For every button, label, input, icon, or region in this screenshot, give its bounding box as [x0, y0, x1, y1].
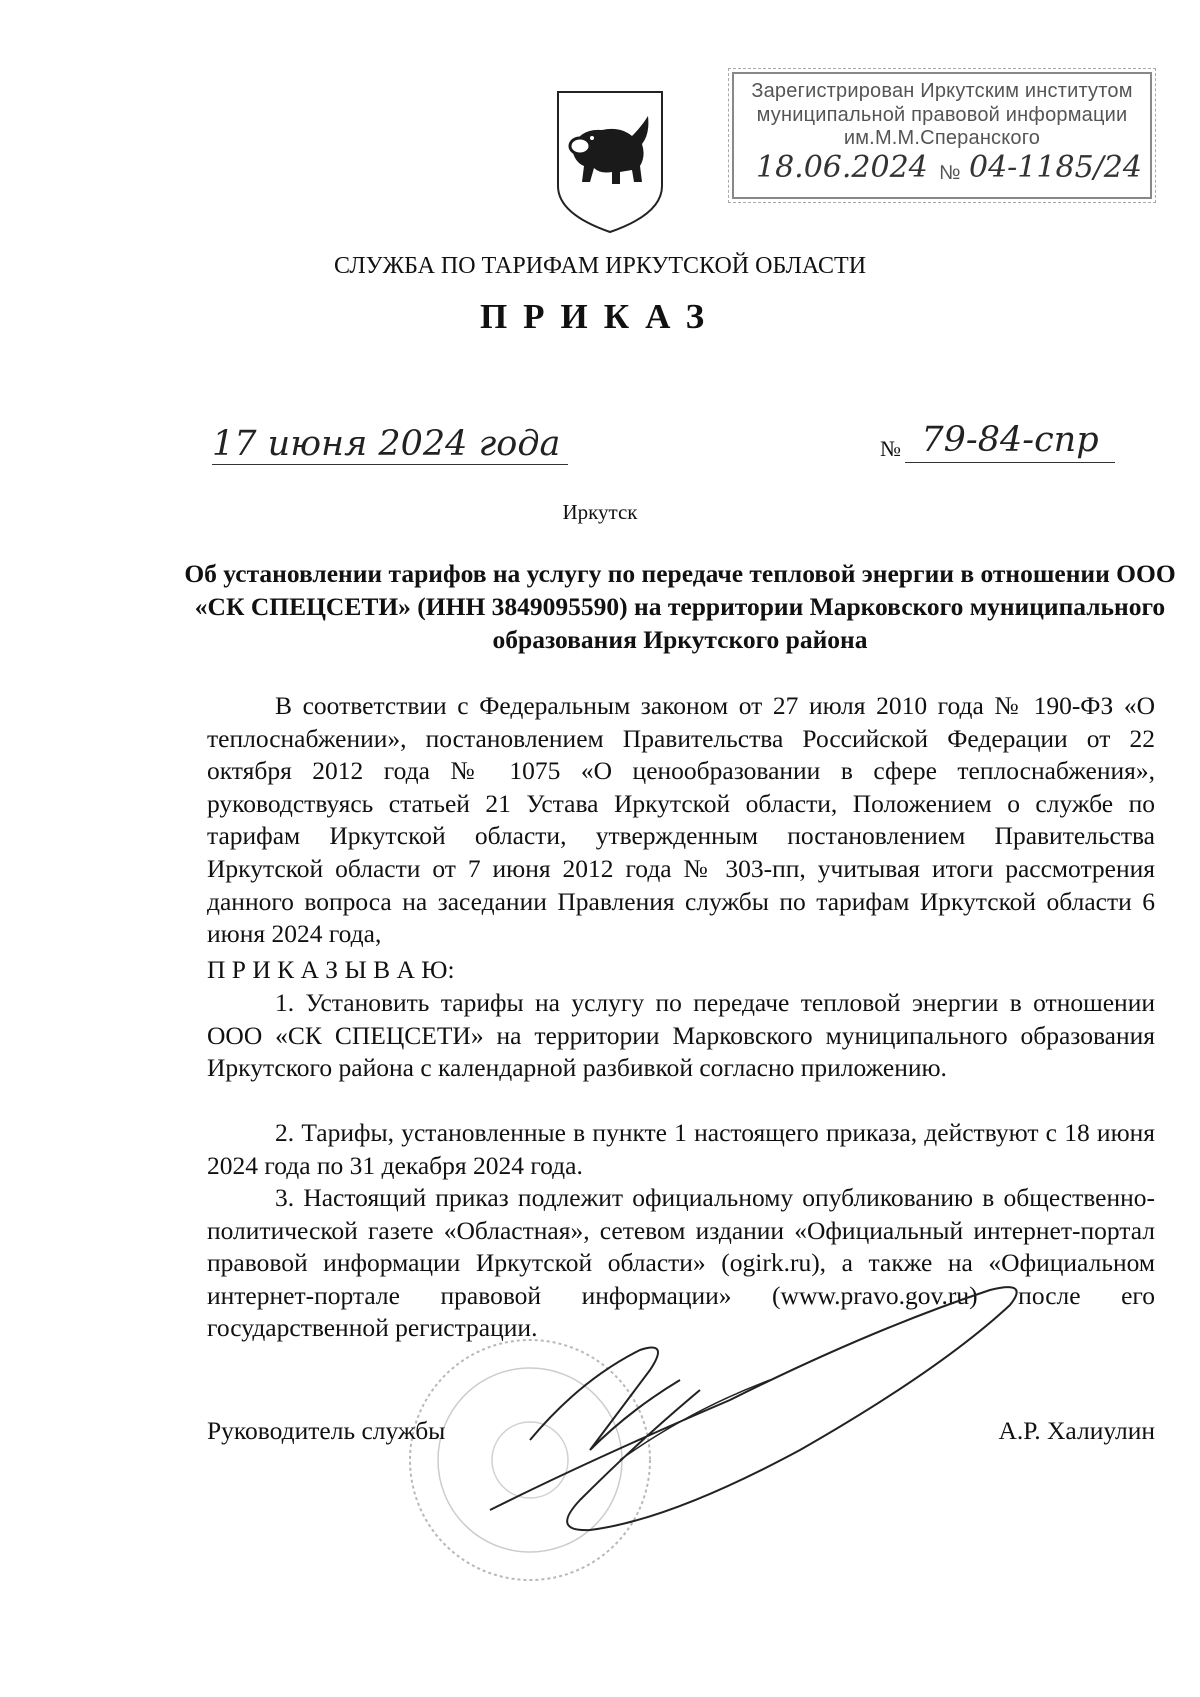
city-name: Иркутск: [562, 500, 638, 524]
registration-stamp: [732, 72, 1152, 199]
order-item-1: 1. Установить тарифы на услугу по передаче тепловой энергии в отношении ООО «СК СПЕЦСЕТИ» на территории Марковского муниципального образования Иркутского района с календарной разбивкой согласно приложению.: [207, 988, 1155, 1083]
stamp-line-3: им.М.М.Сперанского: [843, 127, 1041, 149]
agency-name: СЛУЖБА ПО ТАРИФАМ ИРКУТСКОЙ ОБЛАСТИ: [333, 253, 867, 279]
stamp-line-2: муниципальной правовой информации: [756, 104, 1128, 126]
order-date: 17 июня 2024 года: [212, 424, 568, 465]
order-item-2: 2. Тарифы, установленные в пункте 1 настоящего приказа, действуют с 18 июня 2024 года по 31 декабря 2024 года.: [207, 1118, 1155, 1180]
order-number: 79-84-спр: [905, 418, 1115, 463]
document-title: ПРИКАЗ: [479, 297, 721, 336]
order-number-sign: №: [880, 436, 901, 461]
stamp-line-1: Зарегистрирован Иркутским институтом: [751, 80, 1133, 102]
signatory-role: Руководитель службы: [207, 1416, 446, 1445]
stamp-number-sign: №: [939, 162, 961, 184]
handwritten-signature-icon: [470, 1260, 1050, 1560]
order-heading: Об установлении тарифов на услугу по передаче тепловой энергии в отношении ООО «СК СПЕЦСЕТИ» (ИНН 3849095590) на территории Марковского муниципального образования Иркутского района: [184, 559, 1176, 654]
order-item-3: 3. Настоящий приказ подлежит официальному опубликованию в общественно-политической газете «Областная», сетевом издании «Официальный интернет-портал правовой информации Иркутской области» (ogirk.ru), а также на «Официальном интернет-портале правовой информации» (www.pravo.gov.ru) после его государственной регистрации.: [207, 1183, 1155, 1343]
preamble-paragraph: В соответствии с Федеральным законом от 27 июля 2010 года № 190-ФЗ «О теплоснабжении», постановлением Правительства Российской Федерации от 22 октября 2012 года № 1075 «О ценообразовании в сфере теплоснабжения», руководствуясь статьей 21 Устава Иркутской области, Положением о службе по тарифам Иркутской области, утвержденным постановлением Правительства Иркутской области от 7 июня 2012 года № 303-пп, учитывая итоги рассмотрения данного вопроса на заседании Правления службы по тарифам Иркутской области 6 июня 2024 года,: [207, 691, 1155, 949]
signatory-name: А.Р. Халиулин: [998, 1416, 1155, 1445]
coat-of-arms-icon: [550, 86, 670, 236]
order-word: П Р И К А З Ы В А Ю:: [207, 955, 455, 984]
stamp-date: 18.06.2024: [756, 150, 928, 185]
stamp-number: 04-1185/24: [969, 150, 1142, 185]
